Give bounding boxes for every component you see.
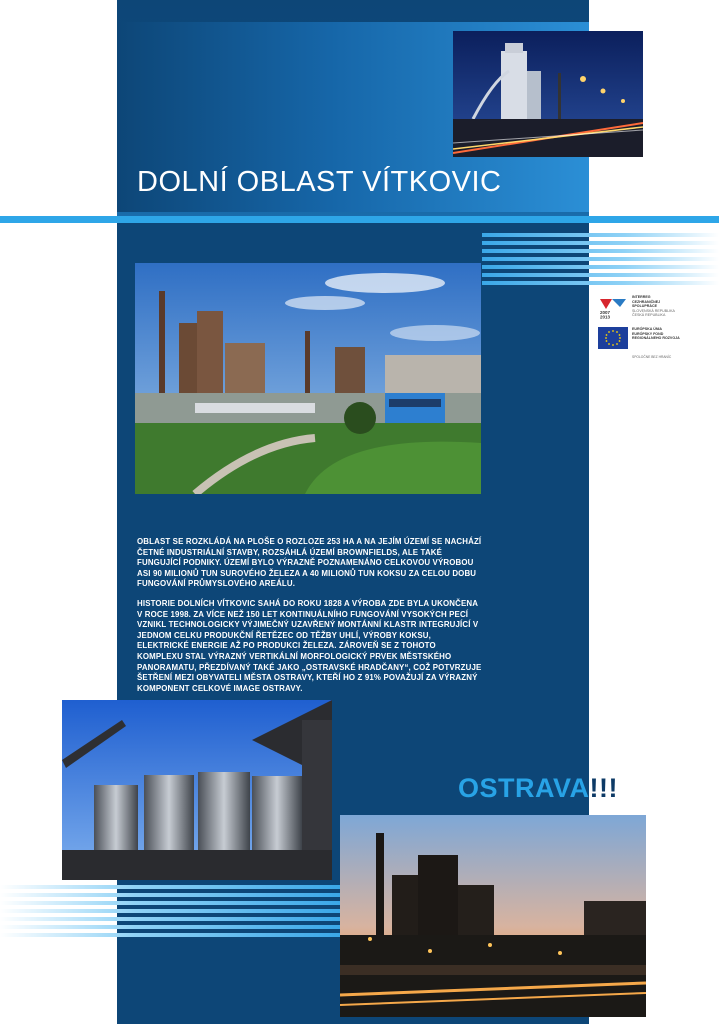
paragraph-1: OBLAST SE ROZKLÁDÁ NA PLOŠE O ROZLOZE 253 HA A NA JEJÍM ÚZEMÍ SE NACHÁZÍ ČETNÉ INDUSTRIÁLNÍ STAVBY, ROZSÁHLÁ ÚZEMÍ BROWNFIELDS, ALE TAKÉ FUNGUJÍCÍ PODNIKY. ÚZEMÍ BYLO VÝRAZNĚ POZNAMENÁNO CELKOVOU VÝROBOU ASI 90 MILIONŮ TUN SUROVÉHO ŽELEZA A 40 MILIONŮ TUN KOKSU ZA CELOU DOBU FUNGOVÁNÍ PRŮMYSLOVÉHO AREÁLU.	[137, 537, 482, 589]
page-title: DOLNÍ OBLAST VÍTKOVIC	[137, 166, 502, 198]
eu-flag-icon	[598, 327, 628, 351]
article-body	[137, 537, 483, 703]
interreg-mark-icon	[598, 295, 628, 319]
eu-logo	[598, 327, 708, 351]
horizontal-accent-line	[0, 216, 719, 223]
brand-name: OSTRAVA	[458, 773, 590, 803]
interreg-line-2: CEZHRANIČNEJ	[632, 299, 661, 304]
interreg-line-5: ČESKÁ REPUBLIKA	[632, 313, 666, 318]
eu-line-2: EURÓPSKY FOND	[632, 331, 664, 336]
svg-text:2013: 2013	[600, 314, 611, 319]
eu-tagline: SPOLOČNE BEZ HRANÍC	[632, 355, 672, 359]
interreg-line-1: INTERREG	[632, 295, 651, 299]
eu-line-3: REGIONÁLNEHO ROZVOJA	[632, 336, 680, 341]
industrial-tram-photo	[135, 263, 481, 494]
funding-logos	[598, 295, 708, 359]
blast-furnace-night-photo	[453, 31, 643, 157]
paragraph-2: HISTORIE DOLNÍCH VÍTKOVIC SAHÁ DO ROKU 1828 A VÝROBA ZDE BYLA UKONČENA V ROCE 1998. ZA VÍCE NEŽ 150 LET KONTINUÁLNÍHO FUNGOVÁNÍ VYSOKÝCH PECÍ VZNIKL TECHNOLOGICKY VÝJIMEČNÝ UZAVŘENÝ MONTÁNNÍ KLASTR INTEGRUJÍCÍ V JEDNOM CELKU PRODUKČNÍ ŘETĚZEC OD TĚŽBY UHLÍ, VÝROBY KOKSU, ELEKTRICKÉ ENERGIE AŽ PO PRODUKCI ŽELEZA. ZÁROVEŇ SE Z TOHOTO KOMPLEXU STAL VÝRAZNÝ VERTIKÁLNÍ MORFOLOGICKÝ PRVEK MĚSTSKÉHO PANORAMATU, PŘEZDÍVANÝ TAKÉ JAKO „OSTRAVSKÉ HRADČANY“, COŽ POTVRZUJE ŠETŘENÍ MEZI OBYVATELI MĚSTA OSTRAVY, KTEŘÍ HO Z 91% POVAŽUJÍ ZA VÝRAZNÝ KOMPONENT CELKOVÉ IMAGE OSTRAVY.	[137, 598, 482, 693]
ostrava-brand	[458, 773, 618, 804]
interreg-logo	[598, 295, 708, 319]
interreg-line-4: SLOVENSKÁ REPUBLIKA	[632, 308, 675, 313]
steelworks-sunset-photo	[340, 815, 646, 1017]
eu-line-1: EURÓPSKA ÚNIA	[632, 327, 663, 331]
brand-suffix: !!!	[589, 773, 618, 803]
blast-furnace-stoves-photo	[62, 700, 332, 880]
svg-text:2007: 2007	[600, 310, 611, 315]
interreg-line-3: SPOLUPRÁCE	[632, 304, 657, 309]
